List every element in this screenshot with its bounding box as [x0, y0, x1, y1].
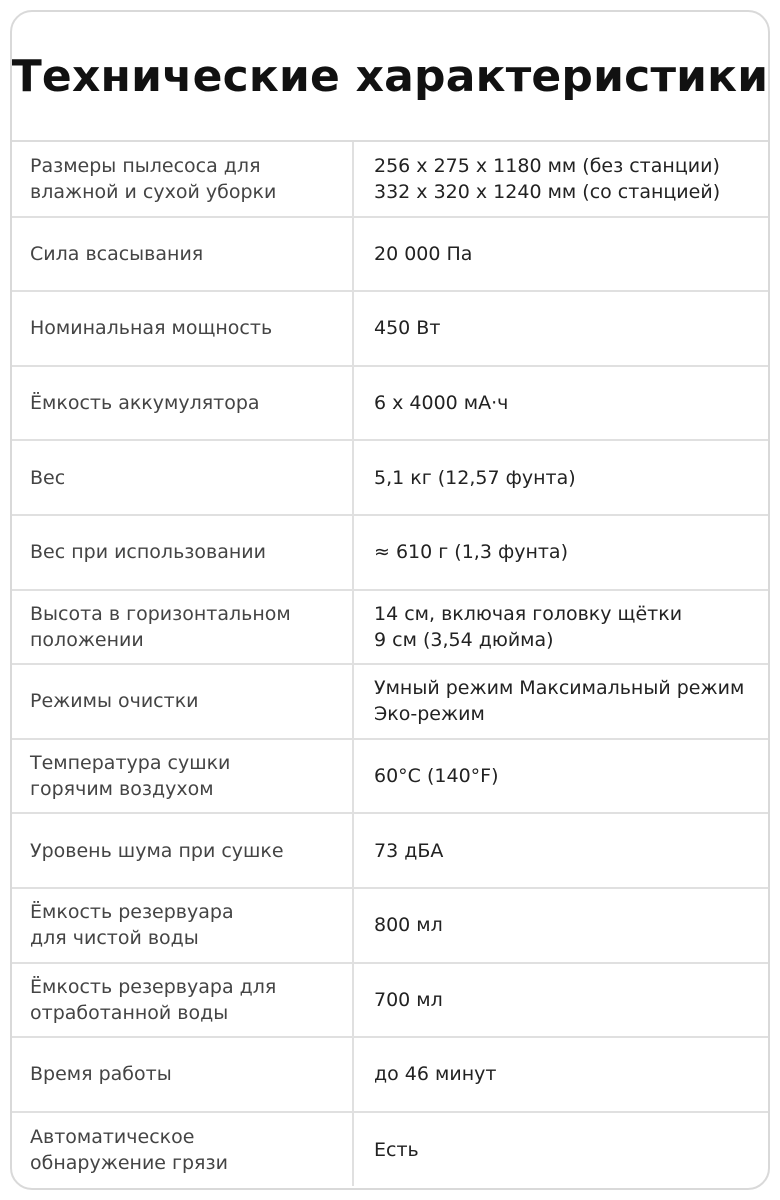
spec-row	[12, 440, 768, 515]
spec-label: Автоматическое обнаружение грязи	[12, 1112, 353, 1187]
spec-table	[12, 142, 768, 1186]
spec-row	[12, 963, 768, 1038]
spec-row	[12, 142, 768, 217]
spec-label: Ёмкость резервуара для отработанной воды	[12, 963, 353, 1038]
spec-row	[12, 590, 768, 665]
spec-row	[12, 739, 768, 814]
spec-label: Размеры пылесоса для влажной и сухой уборки	[12, 142, 353, 217]
spec-value: Умный режим Максимальный режим Эко-режим	[353, 664, 768, 739]
spec-row	[12, 291, 768, 366]
spec-row	[12, 515, 768, 590]
page-title: Технические характеристики	[11, 50, 769, 102]
spec-label: Температура сушки горячим воздухом	[12, 739, 353, 814]
spec-value: 450 Вт	[353, 291, 768, 366]
spec-row	[12, 1037, 768, 1112]
spec-label: Ёмкость резервуара для чистой воды	[12, 888, 353, 963]
spec-value: 73 дБА	[353, 813, 768, 888]
spec-label: Время работы	[12, 1037, 353, 1112]
spec-value: 700 мл	[353, 963, 768, 1038]
spec-label: Режимы очистки	[12, 664, 353, 739]
spec-card	[10, 10, 770, 1190]
spec-row	[12, 813, 768, 888]
spec-value: 14 см, включая головку щётки 9 см (3,54 дюйма)	[353, 590, 768, 665]
spec-value: Есть	[353, 1112, 768, 1187]
spec-value: 6 x 4000 мА·ч	[353, 366, 768, 441]
spec-value: ≈ 610 г (1,3 фунта)	[353, 515, 768, 590]
spec-row	[12, 664, 768, 739]
spec-label: Уровень шума при сушке	[12, 813, 353, 888]
spec-label: Вес	[12, 440, 353, 515]
title-block	[12, 12, 768, 142]
spec-row	[12, 888, 768, 963]
spec-row	[12, 217, 768, 292]
spec-value: 256 x 275 x 1180 мм (без станции) 332 x 320 x 1240 мм (со станцией)	[374, 154, 721, 203]
spec-value: 20 000 Па	[353, 217, 768, 292]
spec-row	[12, 1112, 768, 1187]
spec-value: до 46 минут	[353, 1037, 768, 1112]
spec-row	[12, 366, 768, 441]
spec-value: 60°C (140°F)	[353, 739, 768, 814]
spec-label: Сила всасывания	[12, 217, 353, 292]
spec-value: 800 мл	[353, 888, 768, 963]
spec-value: 5,1 кг (12,57 фунта)	[353, 440, 768, 515]
spec-label: Вес при использовании	[12, 515, 353, 590]
spec-label: Ёмкость аккумулятора	[12, 366, 353, 441]
spec-label: Высота в горизонтальном положении	[12, 590, 353, 665]
spec-label: Номинальная мощность	[12, 291, 353, 366]
